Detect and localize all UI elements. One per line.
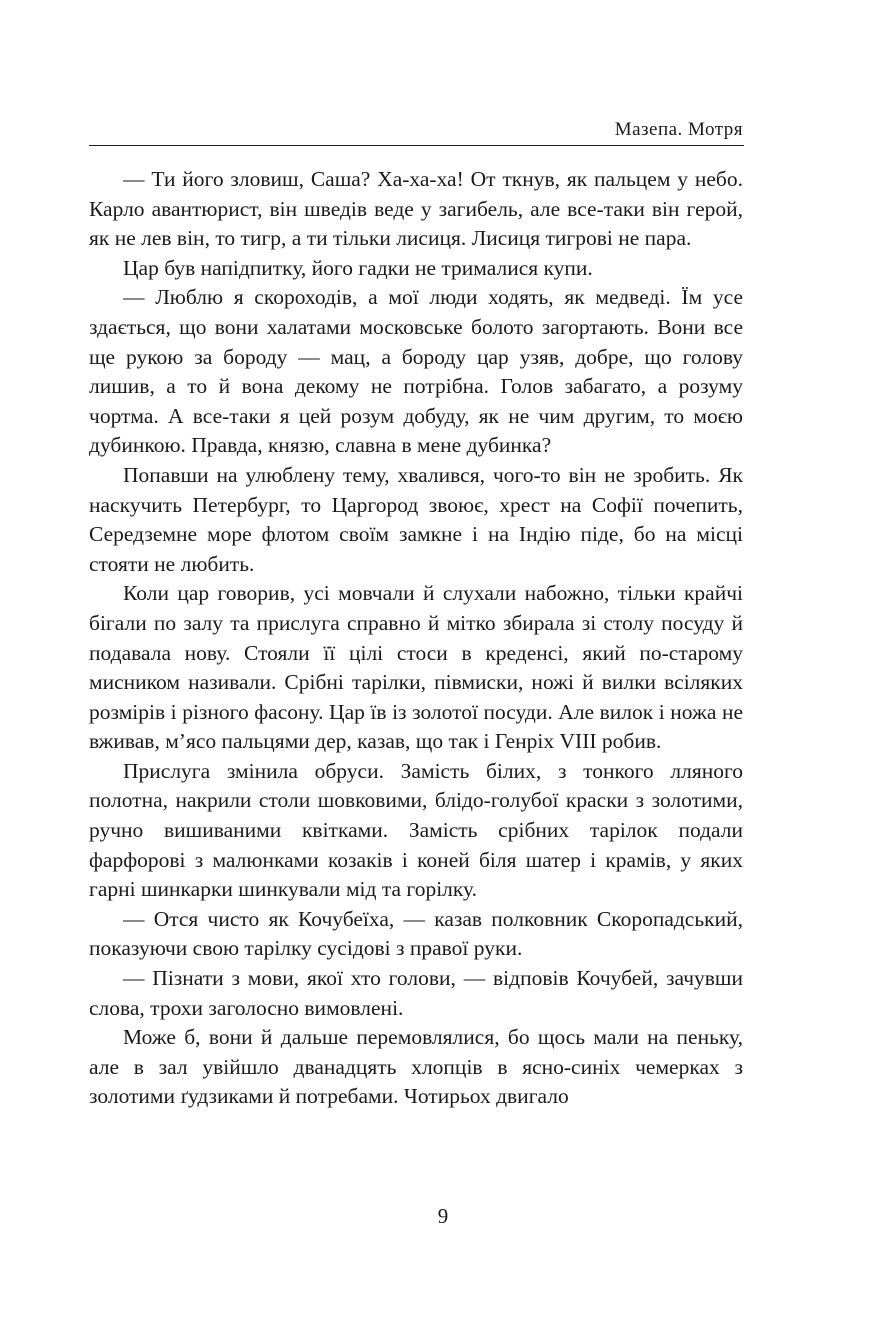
paragraph-9: Може б, вони й дальше перемовлялися, бо щось мали на пеньку, але в зал увійшло дванадцять хлопців в ясно-синіх чемерках з золотими ґудзиками й потребами. Чотирьох двигало [89, 1025, 743, 1109]
paragraph-1: — Ти його зловиш, Саша? Ха-ха-ха! От ткнув, як пальцем у небо. Карло авантюрист, він шведів веде у загибель, але все-таки він герой, як не лев він, то тигр, а ти тільки лисиця. Лисиця тигрові не пара. [89, 167, 743, 251]
paragraph-5: Коли цар говорив, усі мовчали й слухали набожно, тільки крайчі бігали по залу та прислуга справно й мітко збирала зі столу посуду й подавала нову. Стояли її цілі стоси в креденсі, який по-старому мисником називали. Срібні тарілки, півмиски, ножі й вилки всіляких розмірів і різного фасону. Цар їв із золотої посуди. Але вилок і ножа не вживав, м’ясо пальцями дер, казав, що так і Генріх VIII робив. [89, 581, 743, 754]
header-rule [89, 145, 744, 146]
body-text [89, 165, 743, 1112]
paragraph-3: — Люблю я скороходів, а мої люди ходять, як медведі. Їм усе здається, що вони халатами московське болото загортають. Вони все ще рукою за бороду — мац, а бороду цар узяв, добре, що голову лишив, а то й вона декому не потрібна. Голов забагато, а розуму чортма. А все-таки я цей розум добуду, як не чим другим, то моєю дубинкою. Правда, князю, славна в мене дубинка? [89, 285, 743, 458]
paragraph-2: Цар був напідпитку, його гадки не трималися купи. [123, 255, 593, 280]
paragraph-8: — Пізнати з мови, якої хто голови, — відповів Кочубей, зачувши слова, трохи заголосно вимовлені. [89, 966, 743, 1020]
paragraph-7: — Отся чисто як Кочубеїха, — казав полковник Скоропадський, показуючи свою тарілку сусідові з правої руки. [89, 906, 743, 961]
page-number: 9 [437, 1204, 449, 1228]
paragraph-4: Попавши на улюблену тему, хвалився, чого-то він не зробить. Як наскучить Петербург, то Царгород звоює, хрест на Софії почепить, Середземне море флотом своїм замкне і на Індію піде, бо на місці стояти не любить. [89, 462, 743, 576]
paragraph-6: Прислуга змінила обруси. Замість білих, з тонкого лляного полотна, накрили столи шовковими, блідо-голубої краски з золотими, ручно вишиваними квітками. Замість срібних тарілок подали фарфорові з малюнками козаків і коней біля шатер і крамів, у яких гарні шинкарки шинкували мід та горілку. [89, 758, 743, 902]
running-header-title: Мазепа. Мотря [614, 119, 743, 140]
